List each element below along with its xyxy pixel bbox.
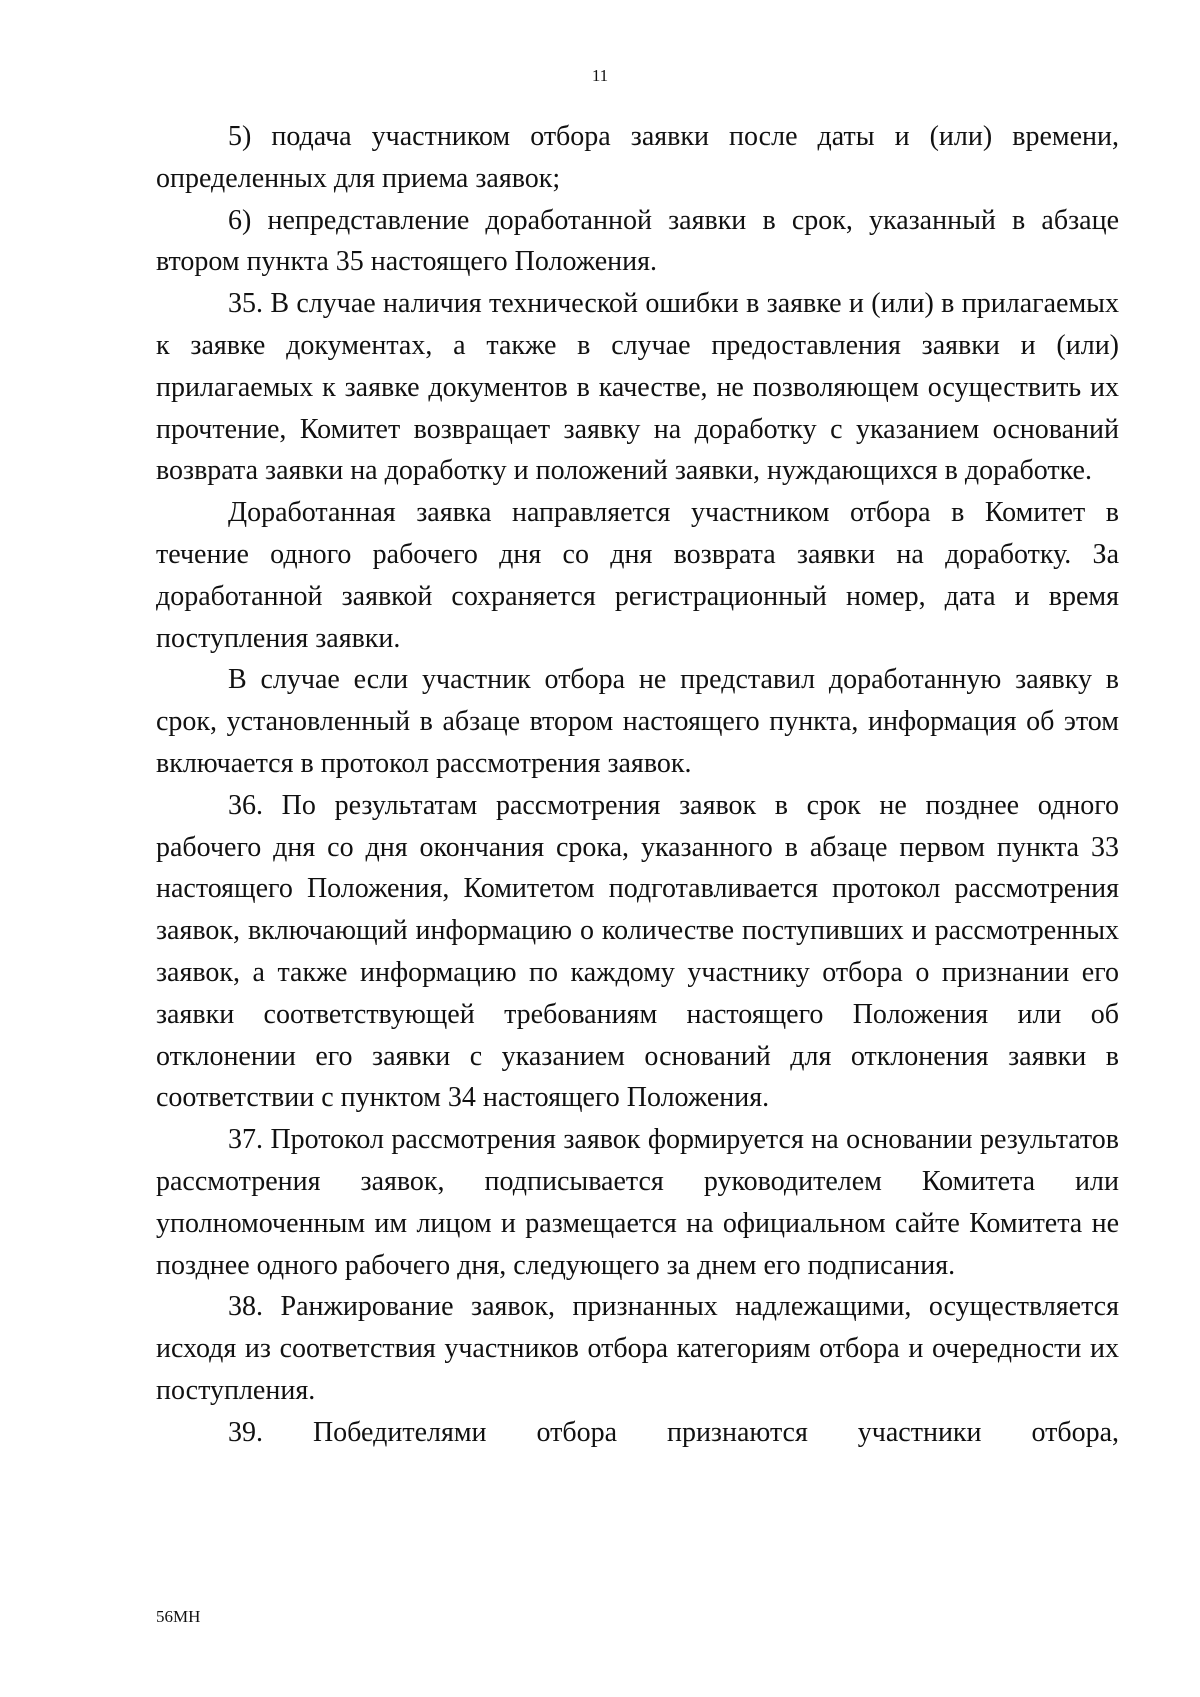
document-body — [156, 116, 1119, 1454]
paragraph-35-not-submitted: В случае если участник отбора не представил доработанную заявку в срок, установленный в абзаце втором настоящего пункта, информация об этом включается в протокол рассмотрения заявок. — [156, 664, 1119, 779]
document-code: 56МН — [156, 1607, 201, 1626]
page-number: 11 — [591, 66, 609, 85]
paragraph-36: 36. По результатам рассмотрения заявок в срок не позднее одного рабочего дня со дня окончания срока, указанного в абзаце первом пункта 33 настоящего Положения, Комитетом подготавливается протокол рассмотрения заявок, включающий информацию о количестве поступивших и рассмотренных заявок, а также информацию по каждому участнику отбора о признании его заявки соответствующей требованиям настоящего Положения или об отклонении его заявки с указанием оснований для отклонения заявки в соответствии с пунктом 34 настоящего Положения. — [156, 789, 1119, 1114]
paragraph-37: 37. Протокол рассмотрения заявок формируется на основании результатов рассмотрения заявок, подписывается руководителем Комитета или уполномоченным им лицом и размещается на официальном сайте Комитета не позднее одного рабочего дня, следующего за днем его подписания. — [156, 1124, 1119, 1281]
paragraph-38: 38. Ранжирование заявок, признанных надлежащими, осуществляется исходя из соответствия участников отбора категориям отбора и очередности их поступления. — [156, 1291, 1119, 1406]
paragraph-item-5: 5) подача участником отбора заявки после даты и (или) времени, определенных для приема заявок; — [156, 121, 1119, 194]
paragraph-item-6: 6) непредставление доработанной заявки в срок, указанный в абзаце втором пункта 35 настоящего Положения. — [156, 204, 1119, 278]
paragraph-35-revised-application: Доработанная заявка направляется участником отбора в Комитет в течение одного рабочего дня со дня возврата заявки на доработку. За доработанной заявкой сохраняется регистрационный номер, дата и время поступления заявки. — [156, 497, 1119, 654]
paragraph-35: 35. В случае наличия технической ошибки в заявке и (или) в прилагаемых к заявке документах, а также в случае предоставления заявки и (или) прилагаемых к заявке документов в качестве, не позволяющем осуществить их прочтение, Комитет возвращает заявку на доработку с указанием оснований возврата заявки на доработку и положений заявки, нуждающихся в доработке. — [156, 288, 1119, 487]
paragraph-39: 39. Победителями отбора признаются участники отбора, — [228, 1416, 1119, 1448]
